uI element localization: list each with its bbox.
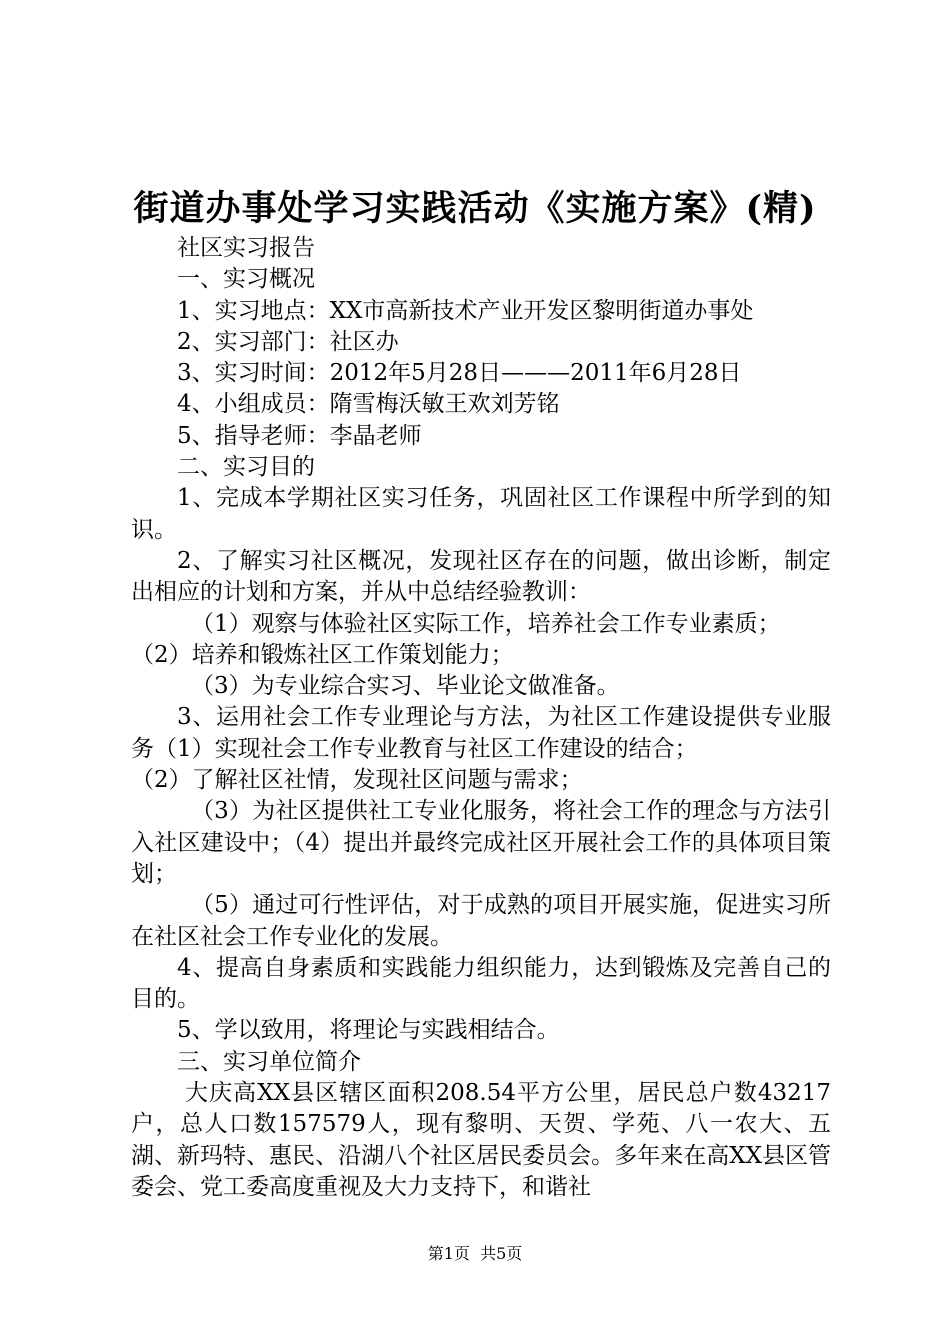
paragraph: 1、完成本学期社区实习任务，巩固社区工作课程中所学到的知识。	[131, 485, 831, 543]
paragraph: （3）为专业综合实习、毕业论文做准备。	[191, 673, 620, 700]
paragraph: 社区实习报告	[177, 235, 315, 261]
section-heading: 二、实习目的	[177, 454, 315, 481]
page-number: 第1页 共5页	[427, 1244, 523, 1263]
paragraph: （5）通过可行性评估，对于成熟的项目开展实施，促进实习所在社区社会工作专业化的发展。	[131, 892, 831, 950]
section-heading: 一、实习概况	[177, 266, 315, 293]
paragraph: 3、运用社会工作专业理论与方法，为社区工作建设提供专业服务（1）实现社会工作专业教育与社区工作建设的结合；	[131, 704, 831, 762]
document-title: 街道办事处学习实践活动《实施方案》(精)	[133, 188, 817, 229]
paragraph: 大庆高XX县区辖区面积208.54平方公里，居民总户数43217户，总人口数157579人，现有黎明、天贺、学苑、八一农大、五湖、新玛特、惠民、沿湖八个社区居民委员会。多年来在高XX县区管委会、党工委高度重视及大力支持下，和谐社	[131, 1080, 831, 1200]
paragraph: 1、实习地点：XX市高新技术产业开发区黎明街道办事处	[177, 297, 754, 324]
paragraph: （1）观察与体验社区实际工作，培养社会工作专业素质；	[191, 610, 781, 637]
paragraph: 4、提高自身素质和实践能力组织能力，达到锻炼及完善自己的目的。	[131, 954, 831, 1013]
paragraph: 5、指导老师：李晶老师	[177, 422, 422, 449]
paragraph: 3、实习时间：2012年5月28日———2011年6月28日	[177, 360, 742, 387]
paragraph: 2、实习部门：社区办	[177, 328, 399, 355]
paragraph: （2）了解社区社情，发现社区问题与需求；	[131, 767, 583, 794]
paragraph: 5、学以致用，将理论与实践相结合。	[177, 1017, 560, 1044]
section-heading: 三、实习单位简介	[177, 1048, 361, 1075]
paragraph: 4、小组成员：隋雪梅沃敏王欢刘芳铭	[177, 391, 560, 418]
paragraph: 2、了解实习社区概况，发现社区存在的问题，做出诊断，制定出相应的计划和方案，并从中总结经验教训：	[131, 547, 831, 606]
document-body	[131, 233, 831, 1203]
paragraph: （2）培养和锻炼社区工作策划能力；	[131, 641, 514, 668]
paragraph: （3）为社区提供社工专业化服务，将社会工作的理念与方法引入社区建设中；（4）提出并最终完成社区开展社会工作的具体项目策划；	[131, 798, 831, 887]
